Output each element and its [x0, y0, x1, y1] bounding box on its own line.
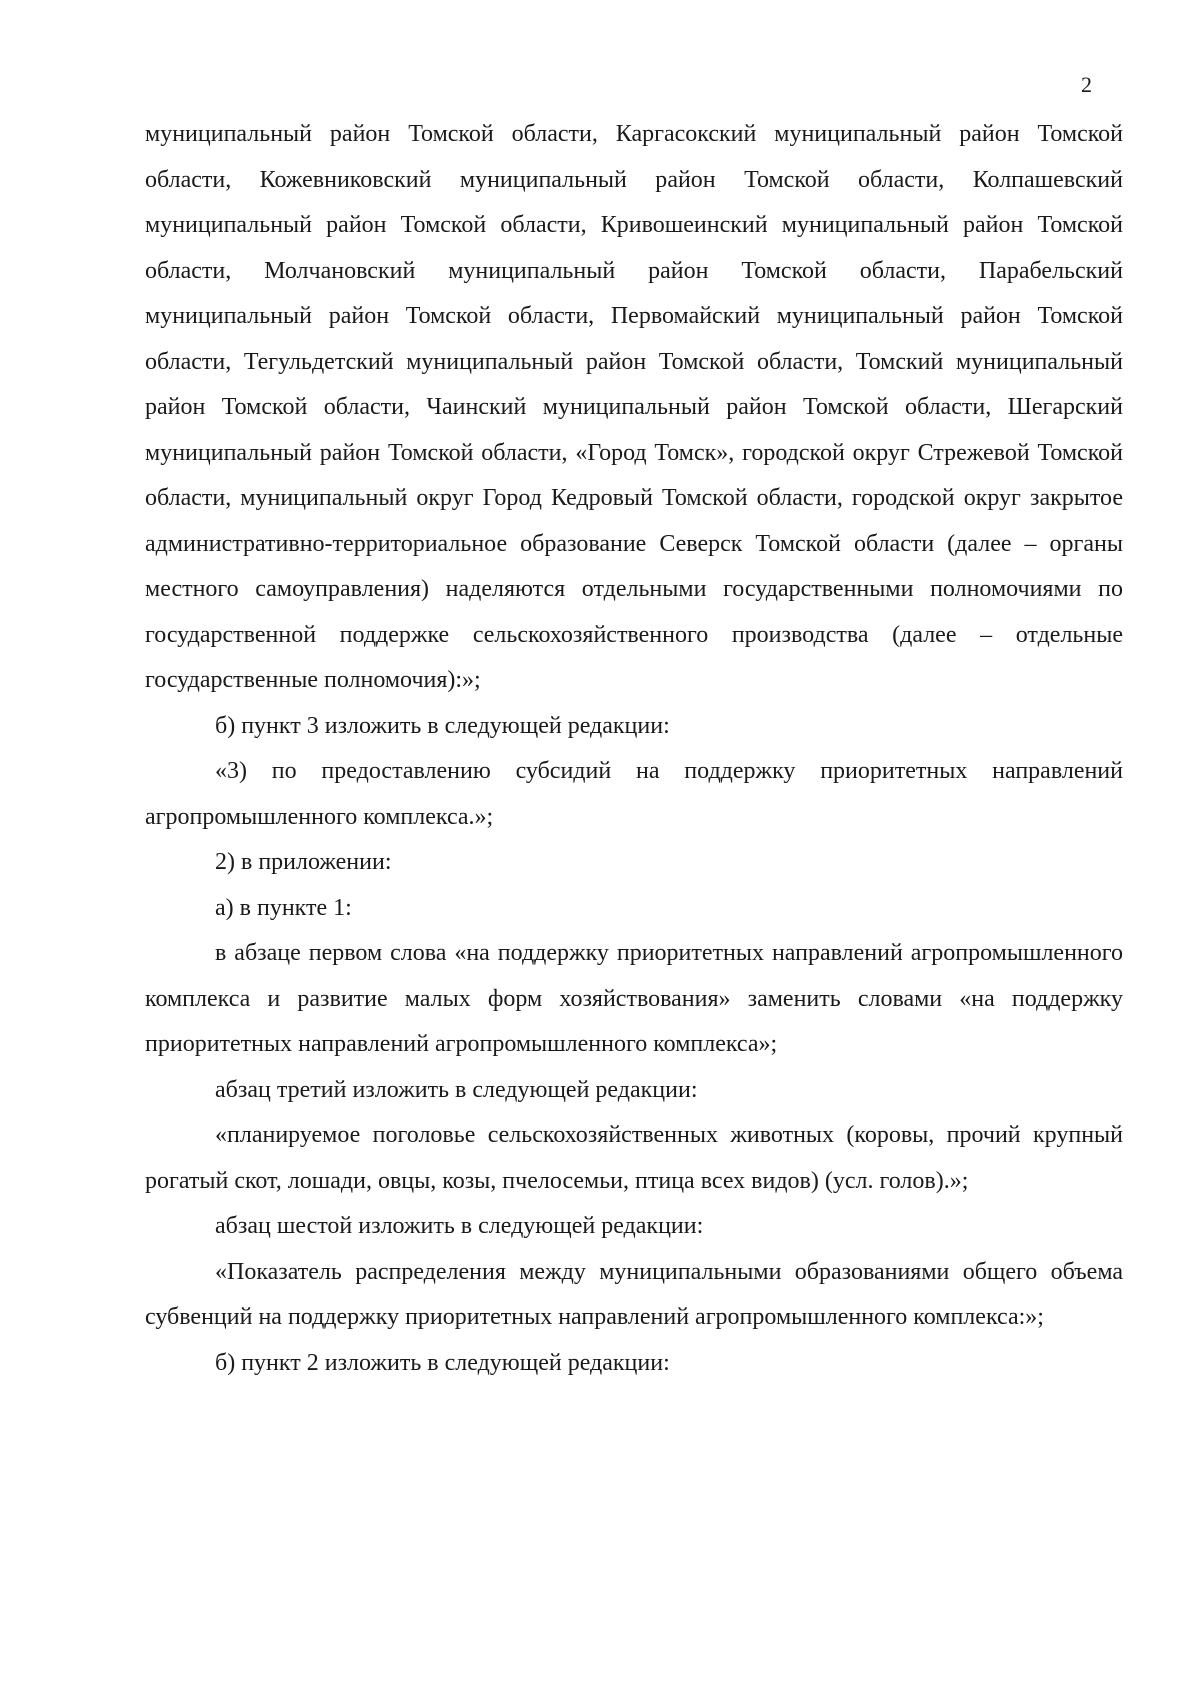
paragraph-item-b-point-3: б) пункт 3 изложить в следующей редакции: — [215, 712, 670, 739]
paragraph-sixth-abzac: абзац шестой изложить в следующей редакции: — [215, 1213, 704, 1239]
page-number: 2 — [1081, 72, 1092, 97]
paragraph-item-2-appendix: 2) в приложении: — [215, 849, 392, 875]
paragraph-third-abzac: абзац третий изложить в следующей редакции: — [215, 1076, 698, 1103]
document-body — [145, 112, 1123, 1386]
paragraph-item-b-point-2: б) пункт 2 изложить в следующей редакции: — [215, 1349, 670, 1376]
paragraph-point-3-text: «3) по предоставлению субсидий на поддержку приоритетных направлений агропромышленного комплекса.»; — [145, 758, 1123, 830]
paragraph-indicator-text: «Показатель распределения между муниципальными образованиями общего объема субвенций на поддержку приоритетных направлений агропромышленного комплекса:»; — [145, 1258, 1123, 1330]
paragraph-item-a-point-1: а) в пункте 1: — [215, 894, 352, 921]
paragraph-livestock-text: «планируемое поголовье сельскохозяйственных животных (коровы, прочий крупный рогатый скот, лошади, овцы, козы, пчелосемьи, птица всех видов) (усл. голов).»; — [145, 1122, 1123, 1194]
paragraph-first-abzac-change: в абзаце первом слова «на поддержку приоритетных направлений агропромышленного комплекса и развитие малых форм хозяйствования» заменить словами «на поддержку приоритетных направлений агропромышленного комплекса»; — [145, 940, 1123, 1057]
paragraph-municipalities-list: муниципальный район Томской области, Каргасокский муниципальный район Томской области, Кожевниковский муниципальный район Томской области, Колпашевский муниципальный район Томской области, Кривошеинский муниципальный район Томской области, Молчановский муниципальный район Томской области, Парабельский муниципальный район Томской области, Первомайский муниципальный район Томской области, Тегульдетский муниципальный район Томской области, Томский муниципальный район Томской области, Чаинский муниципальный район Томской области, Шегарский муниципальный район Томской области, «Город Томск», городской округ Стрежевой Томской области, муниципальный округ Город Кедровый Томской области, городской округ закрытое административно-территориальное образование Северск Томской области (далее – органы местного самоуправления) наделяются отдельными государственными полномочиями по государственной поддержке сельскохозяйственного производства (далее – отдельные государственные полномочия):»; — [145, 121, 1123, 693]
